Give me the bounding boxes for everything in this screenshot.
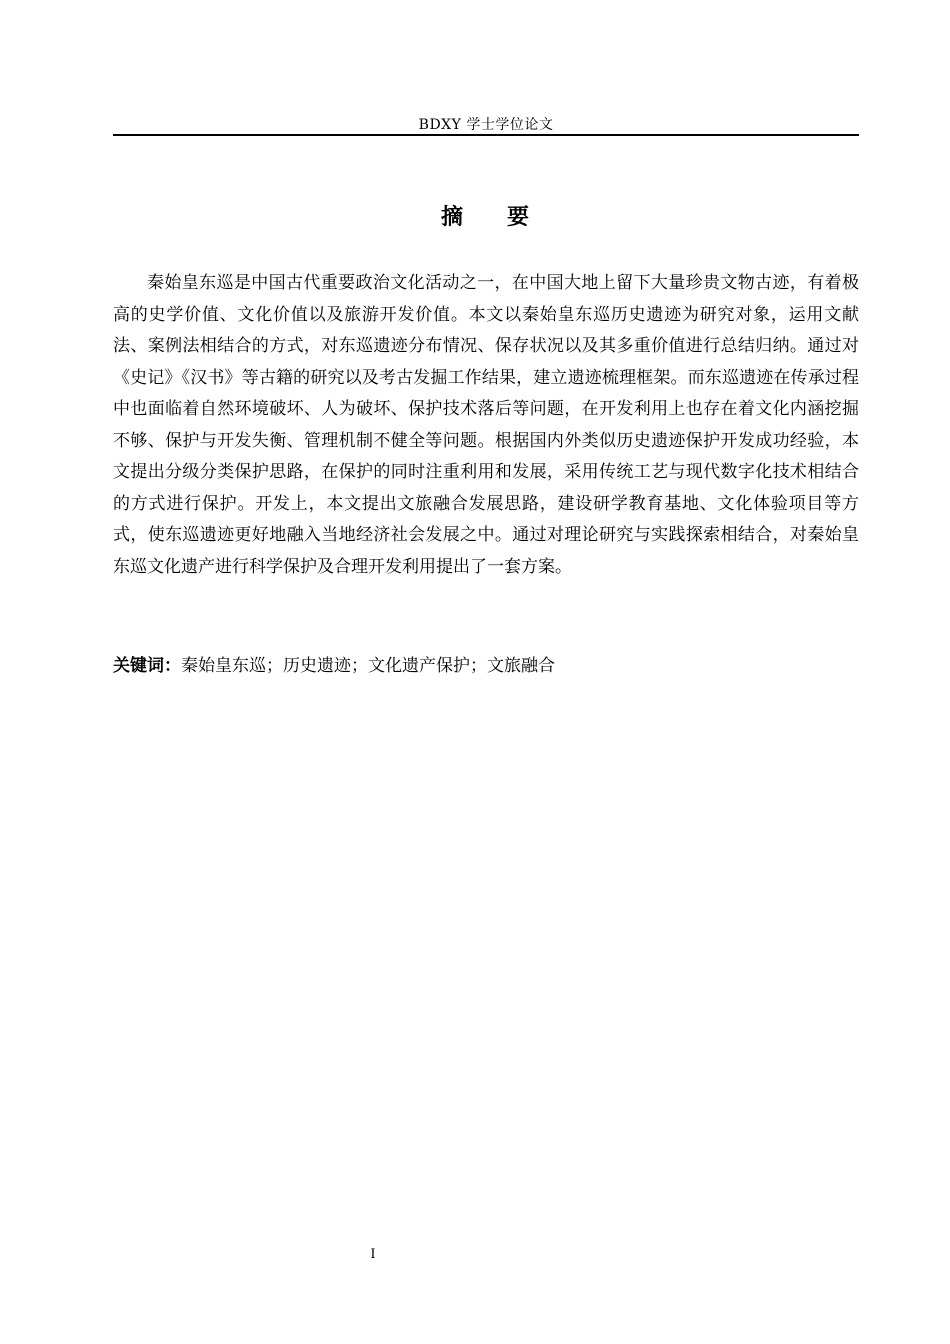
page-number: I <box>370 1247 376 1262</box>
header-rule <box>113 134 859 136</box>
keywords-value: 秦始皇东巡；历史遗迹；文化遗产保护；文旅融合 <box>181 656 555 676</box>
abstract-title-right: 要 <box>507 205 532 230</box>
keywords-label: 关键词： <box>113 656 181 676</box>
running-header: BDXY 学士学位论文 <box>418 117 554 133</box>
abstract-paragraph: 秦始皇东巡是中国古代重要政治文化活动之一，在中国大地上留下大量珍贵文物古迹，有着极高的史学价值、文化价值以及旅游开发价值。本文以秦始皇东巡历史遗迹为研究对象，运用文献法、案例法相结合的方式，对东巡遗迹分布情况、保存状况以及其多重价值进行总结归纳。通过对《史记》《汉书》等古籍的研究以及考古发掘工作结果，建立遗迹梳理框架。而东巡遗迹在传承过程中也面临着自然环境破坏、人为破坏、保护技术落后等问题，在开发利用上也存在着文化内涵挖掘不够、保护与开发失衡、管理机制不健全等问题。根据国内外类似历史遗迹保护开发成功经验，本文提出分级分类保护思路，在保护的同时注重利用和发展，采用传统工艺与现代数字化技术相结合的方式进行保护。开发上，本文提出文旅融合发展思路，建设研学教育基地、文化体验项目等方式，使东巡遗迹更好地融入当地经济社会发展之中。通过对理论研究与实践探索相结合，对秦始皇东巡文化遗产进行科学保护及合理开发利用提出了一套方案。 <box>113 273 859 577</box>
abstract-title-left: 摘 <box>440 205 465 230</box>
abstract-title <box>113 202 859 234</box>
keywords-line <box>113 652 859 680</box>
